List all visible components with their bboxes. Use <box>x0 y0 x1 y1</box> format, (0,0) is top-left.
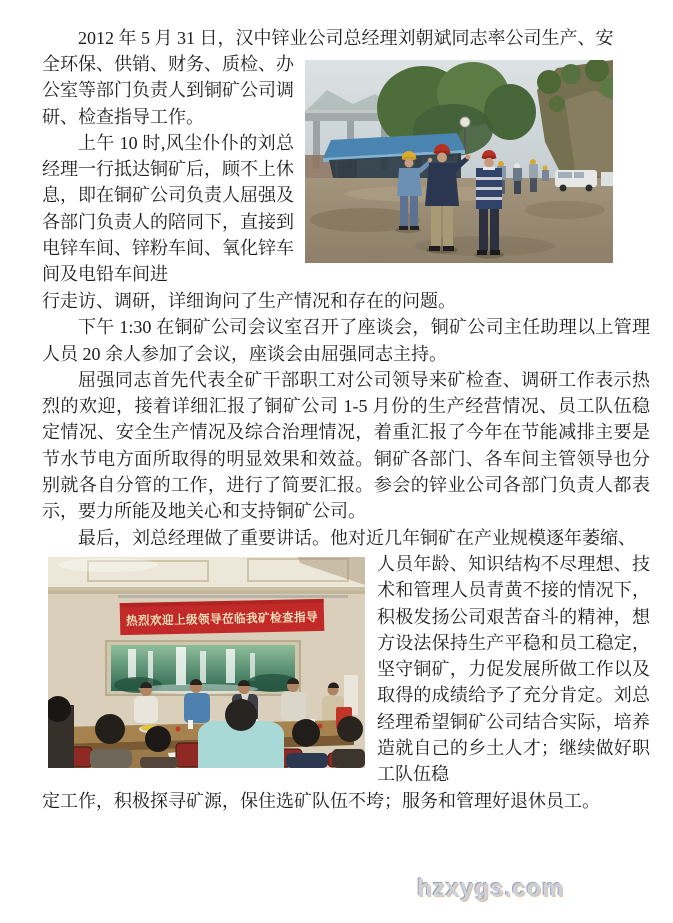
curtain-rod <box>118 595 348 598</box>
paragraph-5-last-line: 定工作，积极探寻矿源，保住选矿队伍不垮；服务和管理好退休员工。 <box>42 791 600 811</box>
paragraph-5-line-1: 最后，刘总经理做了重要讲话。他对近几年铜矿在产业规模逐年萎缩、 <box>78 527 636 548</box>
paragraph-2: 上午 10 时,风尘仆仆的刘总经理一行抵达铜矿后，顾不上休息，即在铜矿公司负责人屈强及各部门负责人的陪同下，直接到电锌车间、锌粉车间、氧化锌车间及电铅车间进 <box>42 132 294 285</box>
meeting-room-illustration <box>48 557 365 768</box>
paragraph-1-line-1: 2012 年 5 月 31 日，汉中锌业公司总经理刘朝斌同志率公司生产、安 <box>78 28 614 48</box>
waterfall-painting <box>106 641 300 695</box>
paragraph-5-middle: 人员年龄、知识结构不尽理想、技术和管理人员青黄不接的情况下，积极发扬公司艰苦奋斗的精神，想方设法保持生产平稳和员工稳定，坚守铜矿，力促发展所做工作以及取得的成绩给予了充分肯定。刘总经理希望铜矿公司结合实际，培养造就自己的乡土人才；继续做好职工队伍稳 <box>377 554 650 785</box>
paragraph-2-continuation: 行走访、调研，详细询问了生产情况和存在的问题。 <box>42 291 456 311</box>
site-watermark: hzxygs.com <box>417 875 565 902</box>
paragraph-3: 下午 1:30 在铜矿公司会议室召开了座谈会，铜矿公司主任助理以上管理人员 20 余人参加了会议，座谈会由屈强同志主持。 <box>42 317 650 364</box>
text-block-middle <box>42 288 650 551</box>
paragraph-4: 屈强同志首先代表全矿干部职工对公司领导来矿检查、调研工作表示热烈的欢迎，接着详细汇报了铜矿公司 1-5 月份的生产经营情况、员工队伍稳定情况、安全生产情况及综合治理情况，着重汇报了今年在节能减排主要是节水节电方面所取得的明显效果和效益。铜矿各部门、各车间主管领导也分别就各自分管的工作，进行了简要汇报。参会的锌业公司各部门负责人都表示，要力所能及地关心和支持铜矿公司。 <box>42 369 650 522</box>
ceiling-molding <box>48 557 365 594</box>
meeting-room-photo <box>48 557 365 768</box>
welcome-banner <box>120 599 325 635</box>
mine-site-visit-photo <box>305 60 613 263</box>
mine-site-visit-illustration <box>305 60 613 263</box>
text-column-beside-photo1 <box>42 51 294 288</box>
paragraph-1-continuation: 全环保、供销、财务、质检、办公室等部门负责人到铜矿公司调研、检查指导工作。 <box>42 54 294 127</box>
banner-text: 热烈欢迎上级领导莅临我矿检查指导 <box>125 609 327 629</box>
text-column-beside-photo2 <box>377 551 650 788</box>
